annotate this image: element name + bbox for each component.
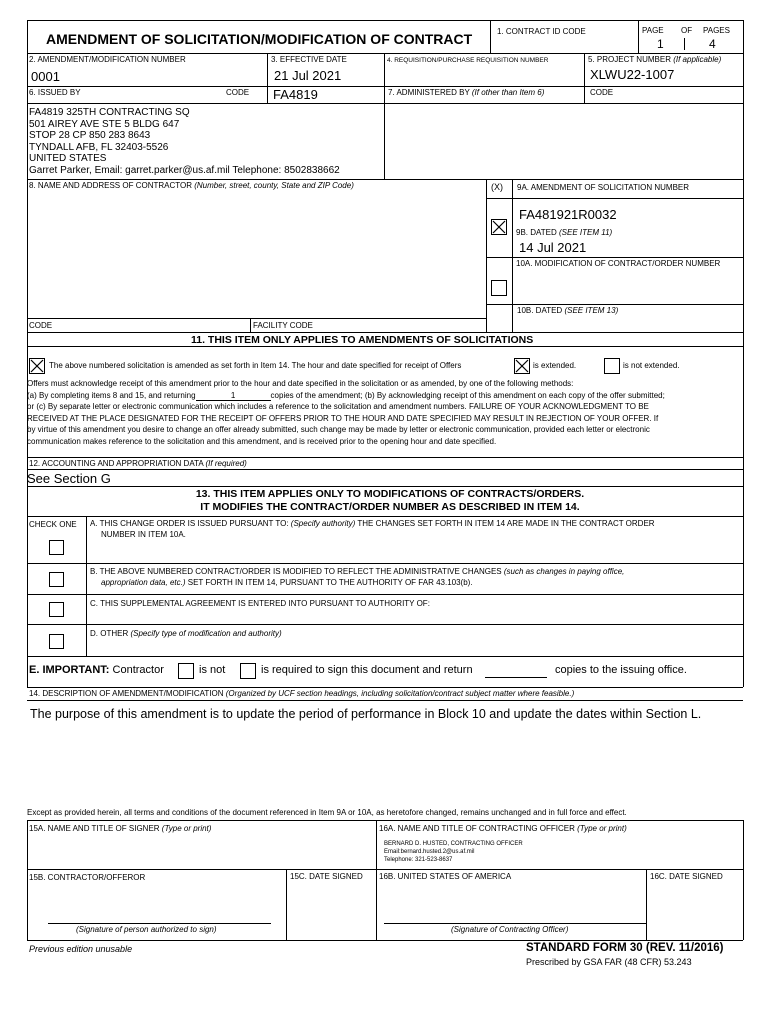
- project-number-label: [588, 56, 721, 65]
- signature-line: [48, 923, 271, 924]
- dated-9b-value[interactable]: 14 Jul 2021: [519, 240, 587, 255]
- issued-by-label: 6. ISSUED BY: [29, 88, 81, 97]
- accounting-value[interactable]: See Section G: [27, 471, 111, 486]
- address-line: UNITED STATES: [29, 153, 107, 164]
- option-b-text-b: SET FORTH IN ITEM 14, PURSUANT TO THE AUTHORITY OF FAR 43.103(b).: [187, 578, 473, 587]
- divider: [86, 516, 87, 656]
- signature-person-caption: [76, 926, 217, 935]
- divider: [27, 687, 743, 688]
- item11-heading: 11. THIS ITEM ONLY APPLIES TO AMENDMENTS OF SOLICITATIONS: [191, 334, 534, 346]
- signer-name-note: (Type or print): [161, 824, 212, 833]
- option-c-checkbox[interactable]: [49, 602, 64, 617]
- form-left-border: [27, 20, 28, 687]
- amendment-checkbox[interactable]: [491, 219, 507, 235]
- effective-date-label: 3. EFFECTIVE DATE: [271, 55, 347, 64]
- divider: [27, 103, 743, 104]
- divider: [27, 594, 743, 595]
- officer-name-note: (Type or print): [577, 824, 627, 833]
- copies-value[interactable]: 1: [196, 391, 271, 401]
- check-x-icon: [515, 359, 529, 373]
- divider: [286, 869, 287, 940]
- item11-text-a: (a) By completing items 8 and 15, and returning: [27, 390, 196, 400]
- dated-10b-note: (SEE ITEM 13): [564, 306, 619, 315]
- option-a-text: [90, 518, 655, 540]
- signature-officer-caption: [451, 926, 568, 935]
- option-b-line1: [90, 566, 624, 577]
- effective-date-value[interactable]: 21 Jul 2021: [274, 68, 342, 83]
- item11-text: Offers must acknowledge receipt of this amendment prior to the hour and date specified in the solicitation or as amended, by one of the following methods:: [27, 379, 574, 388]
- amendment-number-label: 2. AMENDMENT/MODIFICATION NUMBER: [29, 55, 186, 64]
- item13-heading-line1: 13. THIS ITEM APPLIES ONLY TO MODIFICATIONS OF CONTRACTS/ORDERS.: [195, 488, 585, 500]
- contractor-note: (Number, street, county, State and ZIP Code): [194, 181, 354, 190]
- description-label-text: 14. DESCRIPTION OF AMENDMENT/MODIFICATION: [29, 689, 224, 698]
- is-required-text: is required to sign this document and return: [261, 664, 473, 676]
- divider: [27, 332, 743, 333]
- divider: [384, 103, 385, 179]
- divider: [27, 86, 743, 87]
- divider: [27, 486, 743, 487]
- item11-text-b: copies of the amendment; (b) By acknowledging receipt of this amendment on each copy of the offer submitted;: [270, 390, 665, 400]
- description-note: (Organized by UCF section headings, including solicitation/contract subject matter where feasible.): [225, 689, 575, 698]
- extended-label: is extended.: [533, 361, 577, 370]
- option-b-checkbox[interactable]: [49, 572, 64, 587]
- divider: [384, 53, 385, 103]
- dated-9b-label: [516, 229, 612, 238]
- important-label: E. IMPORTANT:: [29, 664, 110, 676]
- divider: [27, 624, 743, 625]
- divider: [27, 516, 743, 517]
- issuer-address: [29, 107, 340, 176]
- date-signed-15c-label: 15C. DATE SIGNED: [290, 872, 363, 881]
- officer-line: Telephone: 321-523-8637: [384, 857, 453, 863]
- requisition-label: 4. REQUISITION/PURCHASE REQUISITION NUMBER: [387, 57, 549, 64]
- item11-text: communication makes reference to the solicitation and this amendment, and is received prior to the opening hour and date specified.: [27, 436, 497, 446]
- option-c-text: C. THIS SUPPLEMENTAL AGREEMENT IS ENTERED INTO PURSUANT TO AUTHORITY OF:: [90, 599, 430, 608]
- signer-name-label: [29, 825, 211, 834]
- contractor-offeror-label: 15B. CONTRACTOR/OFFEROR: [29, 873, 146, 882]
- divider: [27, 346, 743, 347]
- divider: [584, 53, 585, 103]
- amendment-solicitation-label: 9A. AMENDMENT OF SOLICITATION NUMBER: [517, 183, 690, 192]
- option-a-line2: NUMBER IN ITEM 10A.: [101, 530, 186, 539]
- is-not-text: is not: [199, 664, 226, 676]
- address-line: 501 AIREY AVE STE 5 BLDG 647: [29, 118, 180, 130]
- united-states-label: 16B. UNITED STATES OF AMERICA: [379, 872, 512, 881]
- officer-line: BERNARD D. HUSTED, CONTRACTING OFFICER: [384, 841, 523, 847]
- signature-officer-text: (Signature of Contracting Officer): [451, 925, 569, 934]
- not-extended-checkbox[interactable]: [604, 358, 620, 374]
- item11-text: [27, 390, 665, 402]
- officer-name-label: [379, 825, 627, 834]
- administered-by-note: (If other than Item 6): [471, 88, 545, 97]
- important-row: [29, 664, 164, 676]
- contractor-code-label: CODE: [29, 321, 53, 330]
- signer-name-label-text: 15A. NAME AND TITLE OF SIGNER: [29, 824, 160, 833]
- page-label: PAGE: [642, 26, 664, 35]
- extended-checkbox[interactable]: [514, 358, 530, 374]
- description-label: [29, 690, 574, 699]
- divider: [267, 53, 268, 103]
- copies-blank[interactable]: [485, 677, 547, 678]
- divider: [27, 869, 743, 870]
- option-a-line1: [90, 518, 655, 529]
- accounting-label-text: 12. ACCOUNTING AND APPROPRIATION DATA: [29, 459, 204, 468]
- divider: [512, 179, 513, 332]
- administered-code-label: CODE: [590, 88, 614, 97]
- form-right-border: [743, 20, 744, 687]
- project-number-value[interactable]: XLWU22-1007: [590, 67, 675, 82]
- dated-10b-label-text: 10B. DATED: [517, 306, 563, 315]
- address-line: TYNDALL AFB, FL 32403-5526: [29, 141, 169, 153]
- item11-paragraph: [27, 378, 665, 447]
- x-label: (X): [491, 182, 503, 192]
- project-number-note: (If applicable): [673, 55, 722, 64]
- item13-heading: [100, 488, 680, 514]
- modification-number-label: 10A. MODIFICATION OF CONTRACT/ORDER NUMBER: [516, 259, 721, 268]
- officer-name-label-text: 16A. NAME AND TITLE OF CONTRACTING OFFICER: [379, 824, 575, 833]
- dated-9b-note: (SEE ITEM 11): [558, 228, 613, 237]
- accounting-note: (If required): [205, 459, 247, 468]
- item11-line1: The above numbered solicitation is amended as set forth in Item 14. The hour and date specified for receipt of Offers: [49, 361, 462, 370]
- divider: [486, 198, 743, 199]
- divider: [486, 304, 743, 305]
- accounting-label: [29, 460, 247, 469]
- signature-line: [384, 923, 646, 924]
- prescribed-text: Prescribed by GSA FAR (48 CFR) 53.243: [526, 957, 692, 967]
- form-title: AMENDMENT OF SOLICITATION/MODIFICATION OF CONTRACT: [46, 31, 473, 47]
- address-line: FA4819 325TH CONTRACTING SQ: [29, 107, 190, 118]
- is-required-checkbox[interactable]: [240, 663, 256, 679]
- divider: [250, 318, 251, 332]
- check-x-icon: [30, 359, 44, 373]
- item11-text: RECEIVED AT THE PLACE DESIGNATED FOR THE RECEIPT OF OFFERS PRIOR TO THE HOUR AND DATE SPECIFIED MAY RESULT IN REJECTION OF YOUR OFFER. If: [27, 413, 659, 423]
- administered-by-label-text: 7. ADMINISTERED BY: [388, 88, 470, 97]
- divider: [27, 469, 743, 470]
- divider: [27, 318, 486, 319]
- item11-text: or (c) By separate letter or electronic communication which includes a reference to the solicitation and amendment numbers. FAILURE OF YOUR ACKNOWLEDGMENT TO BE: [27, 402, 649, 411]
- divider: [376, 820, 377, 940]
- item13-heading-line2: IT MODIFIES THE CONTRACT/ORDER NUMBER AS DESCRIBED IN ITEM 14.: [200, 501, 580, 513]
- option-b-label: B. THE ABOVE NUMBERED CONTRACT/ORDER IS MODIFIED TO REFLECT THE ADMINISTRATIVE CHANGES: [90, 567, 502, 576]
- option-b-note2: appropriation data, etc.): [101, 578, 186, 587]
- of-label: OF: [681, 26, 693, 35]
- option-d-checkbox[interactable]: [49, 634, 64, 649]
- except-text: Except as provided herein, all terms and conditions of the document referenced in Item 9A or 10A, as heretofore changed, remains unchanged and in full force and effect.: [27, 808, 627, 817]
- option-d-note: (Specify type of modification and authority): [130, 629, 282, 638]
- address-line: Garret Parker, Email: garret.parker@us.af.mil Telephone: 8502838662: [29, 164, 340, 176]
- option-a-note: (Specify authority): [290, 519, 356, 528]
- officer-line: Email:bernard.husted.2@us.af.mil: [384, 849, 475, 855]
- item11-amended-checkbox[interactable]: [29, 358, 45, 374]
- divider: [684, 38, 685, 50]
- dated-10b-label: [517, 307, 618, 316]
- form-number: STANDARD FORM 30 (REV. 11/2016): [526, 942, 724, 954]
- signature-person-text: (Signature of person authorized to sign): [76, 925, 217, 934]
- contractor-label: [29, 182, 354, 191]
- page-value: 1: [657, 37, 664, 51]
- divider: [490, 20, 491, 53]
- administered-by-label: [388, 89, 544, 98]
- divider: [27, 53, 743, 54]
- form-top-border: [27, 20, 743, 21]
- facility-code-label: FACILITY CODE: [253, 321, 313, 330]
- date-signed-16c-label: 16C. DATE SIGNED: [650, 872, 723, 881]
- divider: [486, 179, 487, 332]
- divider: [743, 820, 744, 940]
- amendment-number-value[interactable]: 0001: [31, 69, 60, 84]
- description-text[interactable]: The purpose of this amendment is to update the period of performance in Block 10 and update the dates within Section L.: [30, 707, 702, 721]
- divider: [646, 869, 647, 940]
- issued-code-value[interactable]: FA4819: [273, 87, 318, 102]
- divider: [27, 656, 743, 657]
- option-b-text: [90, 566, 624, 588]
- option-b-note: (such as changes in paying office,: [503, 567, 625, 576]
- divider: [27, 700, 743, 701]
- copies-text: copies to the issuing office.: [555, 664, 687, 676]
- item11-text: by virtue of this amendment you desire to change an offer already submitted, such change may be made by letter or electronic communication, provided each letter or electronic: [27, 425, 650, 434]
- divider: [27, 940, 743, 941]
- previous-edition-text: Previous edition unusable: [29, 944, 133, 954]
- contractor-text: Contractor: [112, 664, 164, 676]
- contract-id-label: 1. CONTRACT ID CODE: [497, 27, 586, 36]
- not-extended-label: is not extended.: [623, 361, 680, 370]
- divider: [486, 257, 743, 258]
- address-line: STOP 28 CP 850 283 8643: [29, 130, 151, 141]
- project-number-label-text: 5. PROJECT NUMBER: [588, 55, 671, 64]
- option-a-text-b: THE CHANGES SET FORTH IN ITEM 14 ARE MADE IN THE CONTRACT ORDER: [357, 519, 655, 528]
- amendment-solicitation-value[interactable]: FA481921R0032: [519, 207, 617, 222]
- divider: [27, 563, 743, 564]
- option-a-checkbox[interactable]: [49, 540, 64, 555]
- option-d-label: D. OTHER: [90, 629, 129, 638]
- divider: [27, 820, 743, 821]
- pages-value: 4: [709, 37, 716, 51]
- check-one-label: CHECK ONE: [29, 520, 77, 529]
- divider: [638, 20, 639, 53]
- officer-details: [384, 840, 523, 864]
- option-d-text: [90, 628, 282, 640]
- option-b-line2: [90, 577, 624, 588]
- modification-checkbox[interactable]: [491, 280, 507, 296]
- is-not-checkbox[interactable]: [178, 663, 194, 679]
- divider: [27, 179, 743, 180]
- divider: [27, 820, 28, 940]
- dated-9b-label-text: 9B. DATED: [516, 228, 557, 237]
- option-a-label: A. THIS CHANGE ORDER IS ISSUED PURSUANT TO:: [90, 519, 289, 528]
- issued-code-label: CODE: [226, 88, 250, 97]
- contractor-label-text: 8. NAME AND ADDRESS OF CONTRACTOR: [29, 181, 192, 190]
- divider: [27, 457, 743, 458]
- previous-edition: [29, 944, 132, 954]
- check-x-icon: [492, 220, 506, 234]
- pages-label: PAGES: [703, 26, 730, 35]
